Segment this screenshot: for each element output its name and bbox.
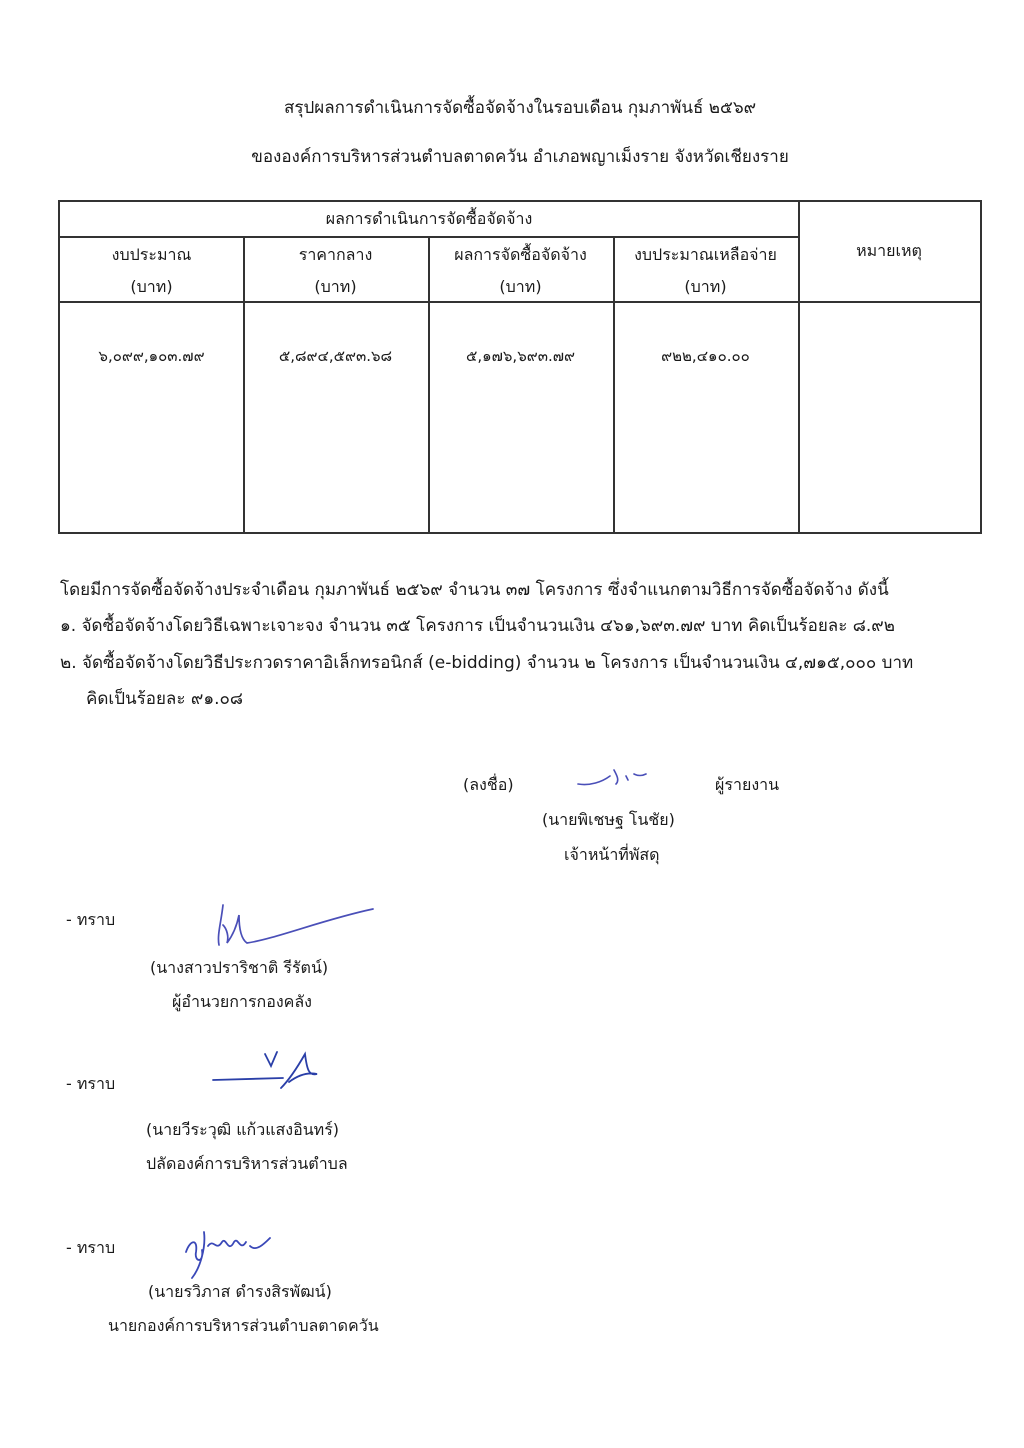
table-column-header: งบประมาณเหลือจ่าย xyxy=(634,245,777,264)
table-column-header: งบประมาณ xyxy=(111,245,192,264)
reporter-signature xyxy=(570,762,650,792)
table-cell-remaining-budget: ๙๒๒,๔๑๐.๐๐ xyxy=(661,347,750,365)
table-column-header: ราคากลาง xyxy=(298,245,373,264)
table-column-unit: (บาท) xyxy=(499,277,542,296)
ack-name: (นางสาวปราริชาติ รีรัตน์) xyxy=(150,958,329,977)
ack-label: - ทราบ xyxy=(66,910,116,929)
ack-label: - ทราบ xyxy=(66,1074,116,1093)
table-cell-procurement-result: ๕,๑๗๖,๖๙๓.๗๙ xyxy=(465,347,575,365)
procurement-summary-table xyxy=(58,200,982,534)
ack-label: - ทราบ xyxy=(66,1238,116,1257)
summary-item-1: ๑. จัดซื้อจัดจ้างโดยวิธีเฉพาะเจาะจง จำนวน ๓๕ โครงการ เป็นจำนวนเงิน ๔๖๑,๖๙๓.๗๙ บาท คิดเป็นร้อยละ ๘.๙๒ xyxy=(60,616,895,636)
ack-position: ปลัดองค์การบริหารส่วนตำบล xyxy=(146,1154,348,1173)
table-remark-header: หมายเหตุ xyxy=(856,241,922,260)
deputy-signature xyxy=(205,1040,325,1100)
table-cell-median-price: ๕,๘๙๔,๕๙๓.๖๘ xyxy=(278,347,393,365)
table-cell-budget: ๖,๐๙๙,๑๐๓.๗๙ xyxy=(98,347,205,365)
ack-position: ผู้อำนวยการกองคลัง xyxy=(172,992,312,1011)
table-column-unit: (บาท) xyxy=(130,277,173,296)
sign-label: (ลงชื่อ) xyxy=(463,775,514,794)
ack-name: (นายรวิภาส ดำรงสิรพัฒน์) xyxy=(148,1282,332,1301)
reporter-name: (นายพิเชษฐ โนชัย) xyxy=(542,810,675,829)
table-column-unit: (บาท) xyxy=(684,277,727,296)
table-group-header: ผลการดำเนินการจัดซื้อจัดจ้าง xyxy=(325,209,533,228)
reporter-position: เจ้าหน้าที่พัสดุ xyxy=(564,845,660,864)
document-subtitle: ขององค์การบริหารส่วนตำบลตาดควัน อำเภอพญาเม็งราย จังหวัดเชียงราย xyxy=(251,147,789,167)
summary-intro: โดยมีการจัดซื้อจัดจ้างประจำเดือน กุมภาพันธ์ ๒๕๖๙ จำนวน ๓๗ โครงการ ซึ่งจำแนกตามวิธีการจัดซื้อจัดจ้าง ดังนี้ xyxy=(60,580,889,600)
document-title: สรุปผลการดำเนินการจัดซื้อจัดจ้างในรอบเดือน กุมภาพันธ์ ๒๕๖๙ xyxy=(283,98,757,118)
finance-director-signature xyxy=(205,895,380,955)
reporter-role: ผู้รายงาน xyxy=(715,775,780,794)
mayor-signature xyxy=(176,1212,286,1282)
table-column-unit: (บาท) xyxy=(314,277,357,296)
ack-name: (นายวีระวุฒิ แก้วแสงอินทร์) xyxy=(146,1120,340,1139)
summary-item-2-cont: คิดเป็นร้อยละ ๙๑.๐๘ xyxy=(86,689,244,709)
summary-item-2: ๒. จัดซื้อจัดจ้างโดยวิธีประกวดราคาอิเล็กทรอนิกส์ (e-bidding) จำนวน ๒ โครงการ เป็นจำนวนเงิน ๔,๗๑๕,๐๐๐ บาท xyxy=(60,653,914,673)
ack-position: นายกองค์การบริหารส่วนตำบลตาดควัน xyxy=(108,1316,379,1335)
table-column-header: ผลการจัดซื้อจัดจ้าง xyxy=(454,245,587,264)
